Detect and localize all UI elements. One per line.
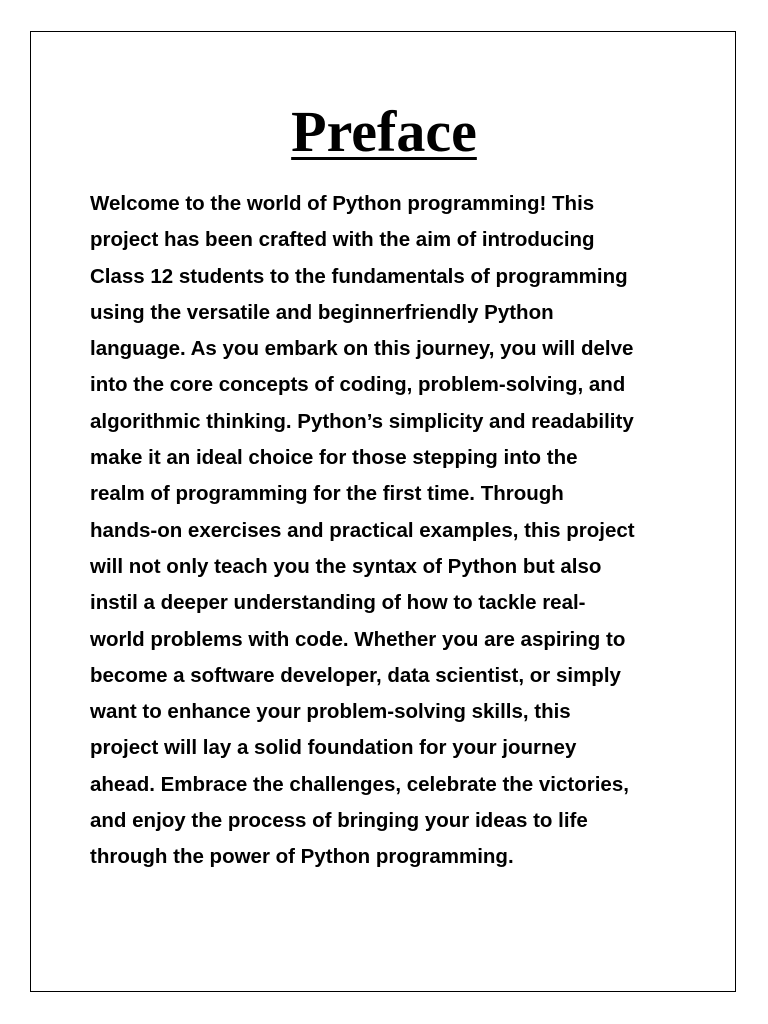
paragraph-line: language. As you embark on this journey, you will delve — [90, 337, 634, 361]
paragraph-line: make it an ideal choice for those stepping into the — [90, 446, 578, 470]
paragraph-line: through the power of Python programming. — [90, 845, 514, 869]
paragraph-line: algorithmic thinking. Python’s simplicity and readability — [90, 409, 634, 433]
paragraph-line: world problems with code. Whether you are aspiring to — [90, 627, 626, 651]
page-title — [0, 96, 768, 168]
preface-paragraph — [90, 186, 690, 876]
paragraph-line: will not only teach you the syntax of Python but also — [90, 554, 602, 578]
paragraph-line: become a software developer, data scientist, or simply — [90, 663, 621, 687]
paragraph-line: project will lay a solid foundation for your journey — [90, 736, 577, 760]
page-title-text: Preface — [291, 99, 477, 164]
paragraph-line: project has been crafted with the aim of introducing — [90, 228, 595, 252]
paragraph-line: ahead. Embrace the challenges, celebrate the victories, — [90, 772, 629, 796]
paragraph-line: using the versatile and beginnerfriendly Python — [90, 300, 554, 324]
paragraph-line: want to enhance your problem-solving skills, this — [90, 700, 571, 724]
paragraph-line: Welcome to the world of Python programming! This — [90, 192, 595, 215]
paragraph-line: hands-on exercises and practical examples, this project — [90, 518, 635, 542]
paragraph-line: instil a deeper understanding of how to tackle real- — [90, 591, 586, 615]
paragraph-line: into the core concepts of coding, problem-solving, and — [90, 373, 626, 397]
paragraph-line: realm of programming for the first time. Through — [90, 482, 564, 506]
paragraph-line: Class 12 students to the fundamentals of programming — [90, 264, 628, 288]
paragraph-line: and enjoy the process of bringing your ideas to life — [90, 809, 588, 833]
